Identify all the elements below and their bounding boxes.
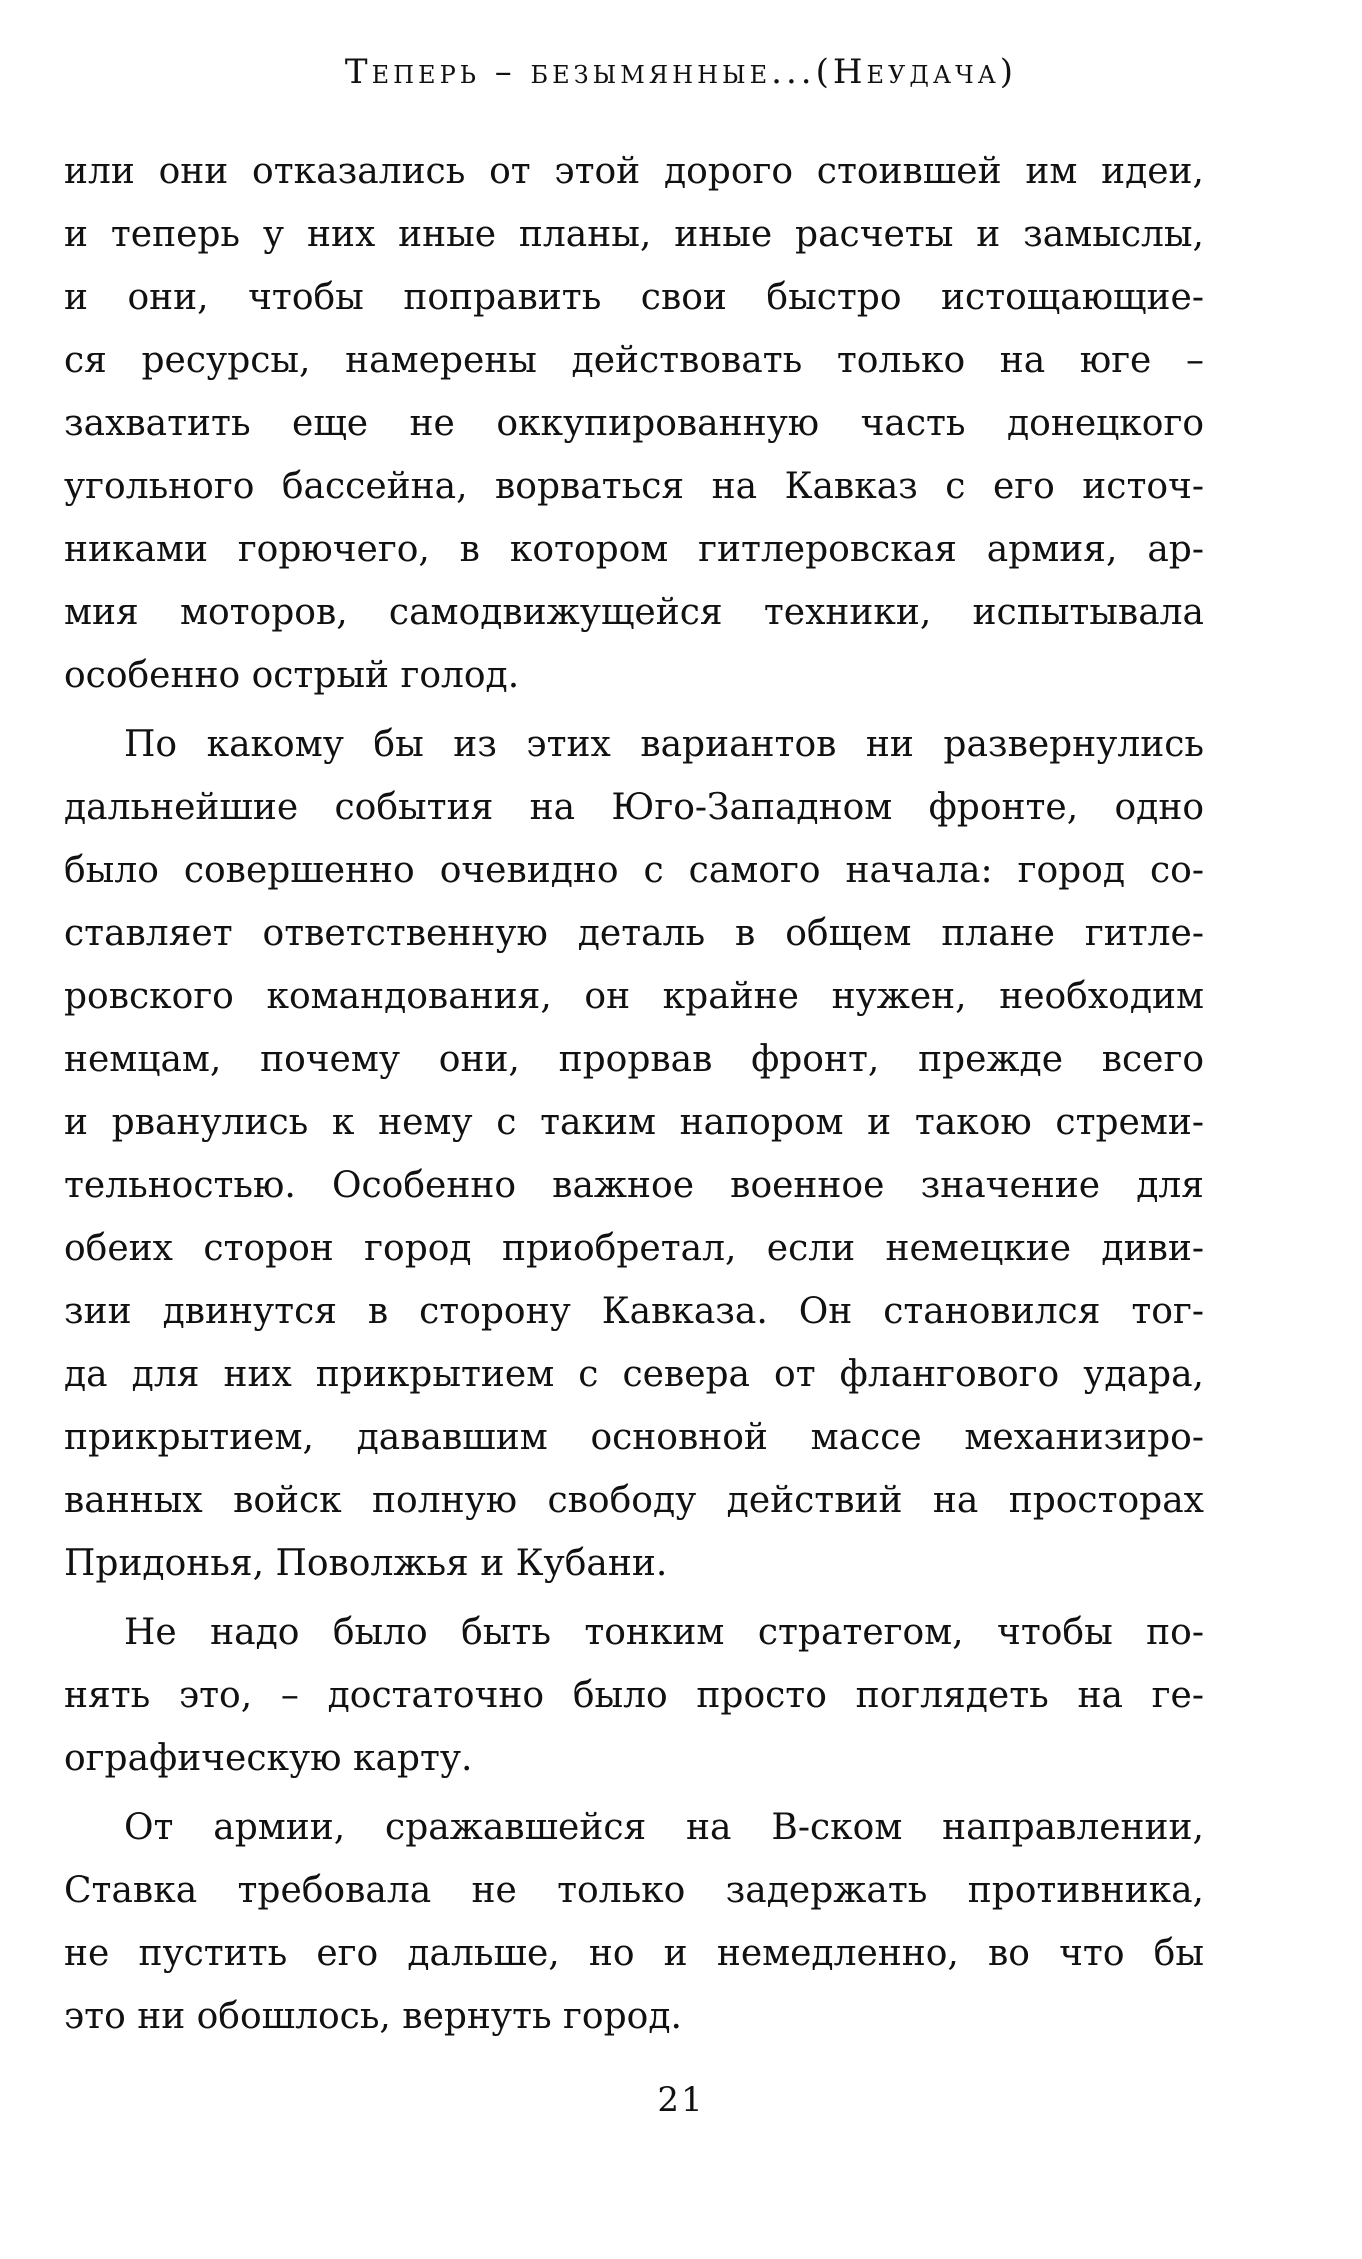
text-line: никами горючего, в котором гитлеровская армия, ар- xyxy=(64,529,1204,570)
text-line: От армии, сражавшейся на В-ском направлении, xyxy=(124,1807,1204,1848)
page-number: 21 xyxy=(657,2080,705,2120)
text-line: ванных войск полную свободу действий на просторах xyxy=(64,1480,1204,1521)
text-line: и они, чтобы поправить свои быстро истощающие- xyxy=(64,277,1204,318)
text-line: ся ресурсы, намерены действовать только на юге – xyxy=(64,340,1204,381)
text-line: было совершенно очевидно с самого начала: город со- xyxy=(64,850,1204,891)
text-line: нять это, – достаточно было просто поглядеть на ге- xyxy=(64,1675,1204,1716)
text-line: ровского командования, он крайне нужен, необходим xyxy=(64,976,1204,1017)
text-line: и теперь у них иные планы, иные расчеты и замыслы, xyxy=(64,214,1204,255)
paragraph-4 xyxy=(64,1796,1204,2048)
paragraph-3 xyxy=(64,1601,1204,1790)
text-line: ографическую карту. xyxy=(64,1738,473,1779)
text-line: тельностью. Особенно важное военное значение для xyxy=(64,1165,1204,1206)
text-line: По какому бы из этих вариантов ни развернулись xyxy=(124,724,1204,765)
text-line: особенно острый голод. xyxy=(64,655,520,696)
text-line: ставляет ответственную деталь в общем плане гитле- xyxy=(64,913,1204,954)
text-line: и рванулись к нему с таким напором и такою стреми- xyxy=(64,1102,1204,1143)
text-line: да для них прикрытием с севера от флангового удара, xyxy=(64,1354,1204,1395)
text-line: дальнейшие события на Юго-Западном фронте, одно xyxy=(64,787,1204,828)
text-line: зии двинутся в сторону Кавказа. Он становился тог- xyxy=(64,1291,1204,1332)
text-line: угольного бассейна, ворваться на Кавказ с его источ- xyxy=(64,466,1204,507)
text-line: это ни обошлось, вернуть город. xyxy=(64,1996,682,2037)
running-head: Теперь – безымянные...(Неудача) xyxy=(344,52,1018,92)
text-line: не пустить его дальше, но и немедленно, во что бы xyxy=(64,1933,1204,1974)
text-line: захватить еще не оккупированную часть донецкого xyxy=(64,403,1204,444)
text-line: или они отказались от этой дорого стоившей им идеи, xyxy=(64,151,1204,192)
paragraph-1 xyxy=(64,140,1204,707)
body-text xyxy=(64,140,1204,2048)
text-line: мия моторов, самодвижущейся техники, испытывала xyxy=(64,592,1204,633)
text-line: немцам, почему они, прорвав фронт, прежде всего xyxy=(64,1039,1204,1080)
text-line: обеих сторон город приобретал, если немецкие диви- xyxy=(64,1228,1204,1269)
text-line: Не надо было быть тонким стратегом, чтобы по- xyxy=(124,1612,1204,1653)
text-line: прикрытием, дававшим основной массе механизиро- xyxy=(64,1417,1204,1458)
text-line: Придонья, Поволжья и Кубани. xyxy=(64,1543,668,1584)
text-line: Ставка требовала не только задержать противника, xyxy=(64,1870,1204,1911)
paragraph-2 xyxy=(64,713,1204,1595)
